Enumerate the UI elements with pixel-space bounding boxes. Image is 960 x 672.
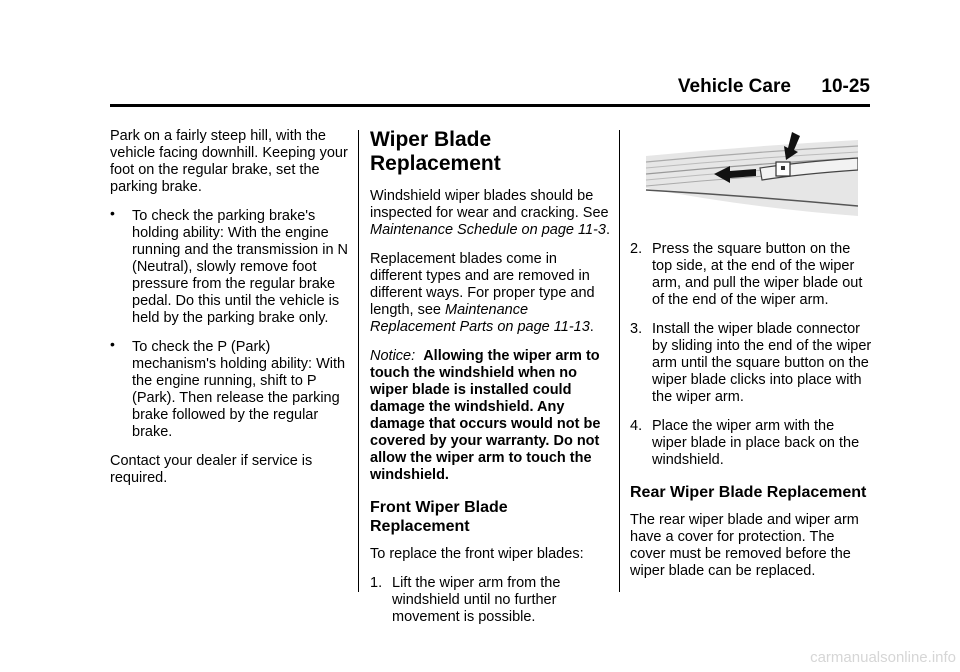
column-divider — [619, 130, 620, 592]
notice-label: Notice: — [370, 348, 416, 364]
step-number: 2. — [630, 241, 643, 257]
step-item — [370, 575, 610, 626]
cross-reference-link[interactable]: Maintenance Schedule on page 11-3 — [370, 222, 606, 238]
bullet-icon: • — [110, 205, 115, 221]
column-2 — [370, 128, 610, 638]
step-text: Place the wiper arm with the wiper blade in place back on the windshield. — [652, 418, 860, 468]
paragraph — [370, 188, 610, 239]
notice-body: Allowing the wiper arm to touch the windshield when no wiper blade is installed could damage the windshield. Any damage that occurs would not be covered by your warranty. Do not allow the wiper arm to touch the windshield. — [370, 348, 601, 483]
page-number: 10-25 — [821, 76, 870, 97]
paragraph: The rear wiper blade and wiper arm have a cover for protection. The cover must be removed before the wiper blade can be replaced. — [630, 512, 859, 579]
watermark: carmanualsonline.info — [810, 649, 956, 666]
page-header — [110, 76, 870, 107]
step-number: 3. — [630, 321, 643, 337]
step-text: Install the wiper blade connector by sliding into the end of the wiper arm until the square button on the wiper blade clicks into place with the wiper arm. — [652, 321, 872, 405]
text: Windshield wiper blades should be inspected for wear and cracking. See — [370, 188, 609, 221]
step-text: Lift the wiper arm from the windshield until no further movement is possible. — [392, 575, 561, 625]
paragraph — [370, 251, 610, 336]
subsection-heading: Front Wiper Blade Replacement — [370, 499, 508, 535]
paragraph: Contact your dealer if service is required. — [110, 453, 313, 486]
subsection-heading: Rear Wiper Blade Replacement — [630, 484, 867, 501]
column-divider — [358, 130, 359, 592]
text: . — [605, 222, 610, 238]
notice — [370, 348, 610, 484]
text: . — [589, 319, 594, 335]
step-item — [630, 321, 872, 406]
bullet-icon: • — [110, 336, 115, 352]
paragraph: Park on a fairly steep hill, with the vehicle facing downhill. Keeping your foot on the regular brake, set the parking brake. — [110, 128, 348, 195]
section-heading: Wiper Blade Replacement — [370, 128, 501, 175]
column-1 — [110, 128, 350, 499]
paragraph: To replace the front wiper blades: — [370, 546, 584, 562]
step-text: Press the square button on the top side, at the end of the wiper arm, and pull the wiper blade out of the end of the wiper arm. — [652, 241, 863, 308]
text: Replacement blades come in different types and are removed in different ways. For proper type and length, see — [370, 251, 595, 318]
step-item — [630, 418, 872, 469]
column-3 — [630, 128, 872, 592]
wiper-arm-illustration — [640, 128, 858, 224]
bullet-item — [110, 336, 350, 441]
cross-reference-link[interactable]: Maintenance Replacement Parts on page 11-13 — [370, 302, 590, 335]
bullet-item — [110, 205, 350, 327]
section-title: Vehicle Care — [677, 76, 791, 97]
step-number: 4. — [630, 418, 643, 434]
bullet-text: To check the parking brake's holding ability: With the engine running and the transmission in N (Neutral), slowly remove foot pressure from the regular brake pedal. Do this until the vehicle is held by the parking brake only. — [132, 208, 349, 326]
bullet-text: To check the P (Park) mechanism's holding ability: With the engine running, shift to P (Park). Then release the parking brake followed by the regular brake. — [132, 339, 346, 440]
step-item — [630, 241, 872, 309]
step-number: 1. — [370, 575, 383, 591]
